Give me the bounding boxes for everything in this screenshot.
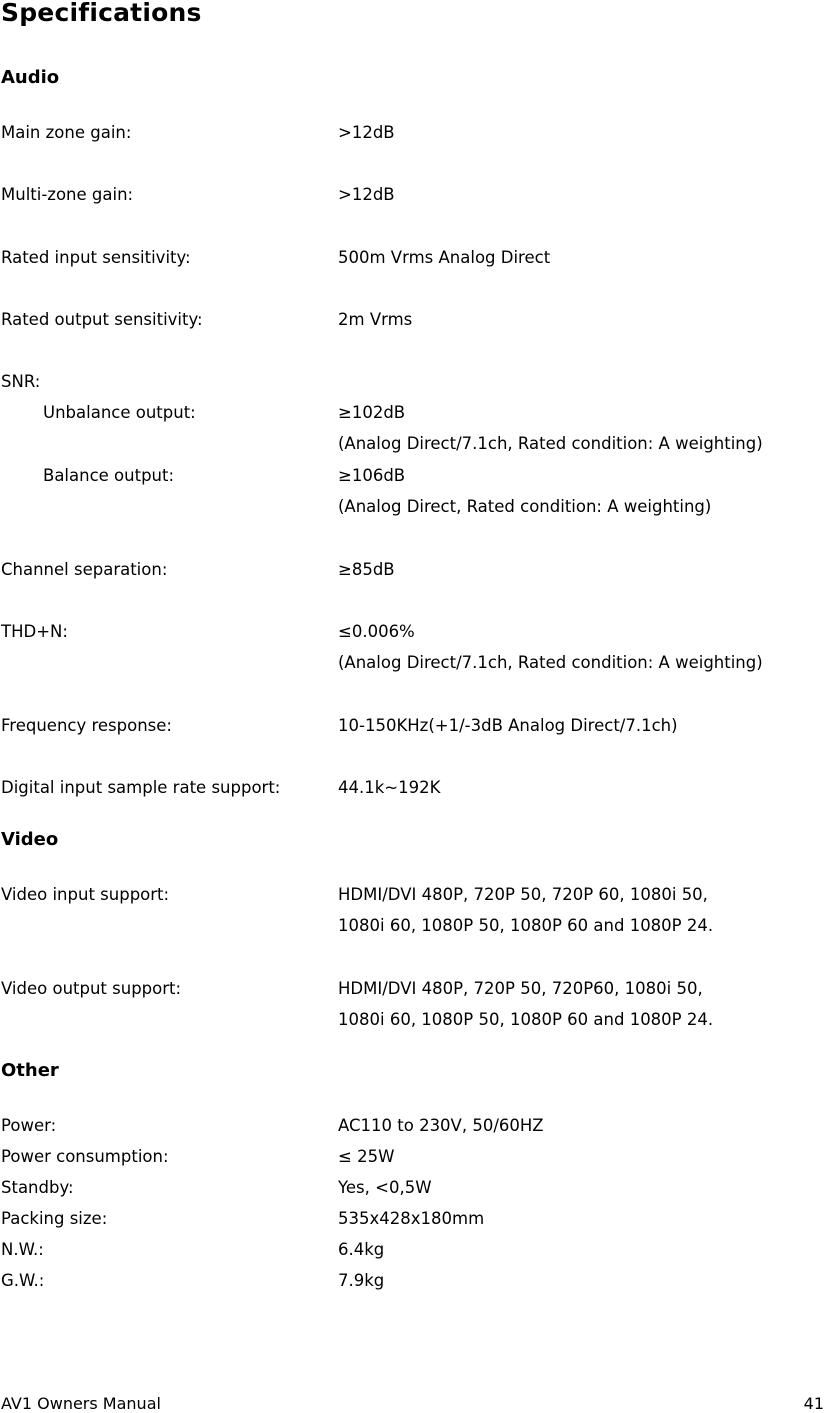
spec-value-rated-input: 500m Vrms Analog Direct: [338, 248, 551, 267]
spec-value-power: AC110 to 230V, 50/60HZ: [338, 1116, 544, 1135]
spec-value-thd: ≤0.006%: [338, 622, 415, 641]
spec-label-net-weight: N.W.:: [1, 1240, 44, 1259]
spec-value-gross-weight: 7.9kg: [338, 1271, 385, 1290]
spec-value-net-weight: 6.4kg: [338, 1240, 385, 1259]
spec-value-rated-output: 2m Vrms: [338, 310, 413, 329]
spec-note-balance-output: (Analog Direct, Rated condition: A weighting): [338, 497, 712, 516]
spec-value-unbalance-output: ≥102dB: [338, 403, 406, 422]
spec-value-packing-size: 535x428x180mm: [338, 1209, 485, 1228]
spec-label-video-input: Video input support:: [1, 885, 170, 904]
spec-value-video-input-line2: 1080i 60, 1080P 50, 1080P 60 and 1080P 24.: [338, 916, 714, 935]
spec-label-power-consumption: Power consumption:: [1, 1147, 169, 1166]
spec-value-video-output-line1: HDMI/DVI 480P, 720P 50, 720P60, 1080i 50,: [338, 979, 703, 998]
spec-label-multi-zone-gain: Multi-zone gain:: [1, 185, 134, 204]
spec-label-frequency-response: Frequency response:: [1, 716, 172, 735]
spec-label-unbalance-output: Unbalance output:: [43, 403, 196, 422]
spec-label-balance-output: Balance output:: [43, 466, 175, 485]
spec-label-thd: THD+N:: [1, 622, 68, 641]
spec-note-unbalance-output: (Analog Direct/7.1ch, Rated condition: A weighting): [338, 434, 763, 453]
spec-value-frequency-response: 10-150KHz(+1/-3dB Analog Direct/7.1ch): [338, 716, 678, 735]
spec-value-digital-sample-rate: 44.1k~192K: [338, 778, 441, 797]
section-heading-video: Video: [1, 829, 59, 850]
spec-value-channel-separation: ≥85dB: [338, 560, 395, 579]
spec-value-main-zone-gain: >12dB: [338, 123, 395, 142]
footer-manual-name: AV1 Owners Manual: [1, 1394, 161, 1413]
spec-label-packing-size: Packing size:: [1, 1209, 108, 1228]
spec-label-digital-sample-rate: Digital input sample rate support:: [1, 778, 281, 797]
section-heading-audio: Audio: [1, 67, 60, 88]
spec-label-rated-input: Rated input sensitivity:: [1, 248, 191, 267]
page-title: Specifications: [1, 0, 202, 27]
spec-note-thd: (Analog Direct/7.1ch, Rated condition: A weighting): [338, 653, 763, 672]
spec-label-power: Power:: [1, 1116, 57, 1135]
footer-page-number: 41: [803, 1394, 824, 1413]
spec-label-snr: SNR:: [1, 372, 41, 391]
spec-label-standby: Standby:: [1, 1178, 74, 1197]
spec-label-main-zone-gain: Main zone gain:: [1, 123, 132, 142]
spec-label-video-output: Video output support:: [1, 979, 182, 998]
spec-value-multi-zone-gain: >12dB: [338, 185, 395, 204]
spec-value-power-consumption: ≤ 25W: [338, 1147, 395, 1166]
spec-label-rated-output: Rated output sensitivity:: [1, 310, 203, 329]
spec-value-balance-output: ≥106dB: [338, 466, 406, 485]
spec-label-gross-weight: G.W.:: [1, 1271, 45, 1290]
spec-value-standby: Yes, <0,5W: [338, 1178, 432, 1197]
section-heading-other: Other: [1, 1060, 59, 1081]
spec-value-video-input-line1: HDMI/DVI 480P, 720P 50, 720P 60, 1080i 50,: [338, 885, 708, 904]
spec-value-video-output-line2: 1080i 60, 1080P 50, 1080P 60 and 1080P 24.: [338, 1010, 714, 1029]
spec-label-channel-separation: Channel separation:: [1, 560, 168, 579]
